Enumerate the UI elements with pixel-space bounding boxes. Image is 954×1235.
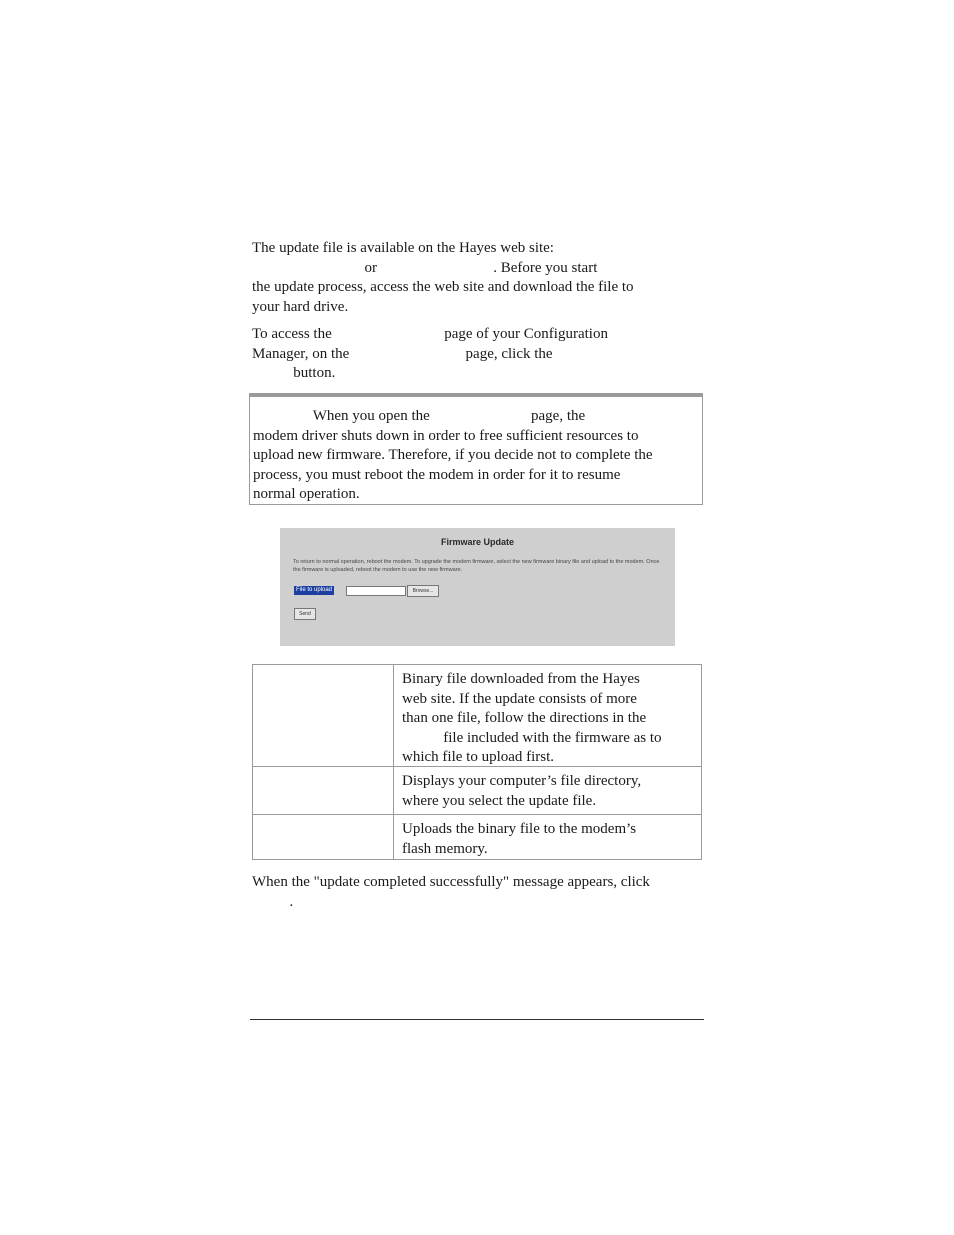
text-line: When the "update completed successfully" message appears, click [252,874,650,890]
field-description-table [252,664,702,860]
table-term-cell [253,815,394,859]
firmware-update-screenshot [280,528,675,646]
text-line: which file to upload first. [402,749,555,765]
text-line: than one file, follow the directions in the [402,710,647,726]
text-line: modem driver shuts down in order to free sufficient resources to [253,427,639,444]
table-description-cell [402,670,698,768]
table-description-cell [402,772,698,811]
text-line: The update file is available on the Hayes web site: [252,240,554,256]
table-row [252,814,702,860]
file-to-upload-label: File to upload [296,587,333,593]
text-line: the update process, access the web site and download the file to [252,279,634,295]
text-line: where you select the update file. [402,792,597,809]
table-term-cell [253,665,394,767]
file-to-upload-input[interactable] [346,586,406,596]
text-line: file included with the firmware as to [402,729,662,746]
text-line: When you open the page, the [253,408,586,424]
browse-button[interactable]: Browse... [407,585,439,597]
note-box [249,393,703,505]
table-row [252,766,702,815]
text-line: Binary file downloaded from the Hayes [402,671,640,687]
text-line: flash memory. [402,840,488,857]
text-line: process, you must reboot the modem in order for it to resume [253,466,621,483]
text-line: normal operation. [253,486,360,502]
table-row [252,664,702,767]
table-term-cell [253,767,394,815]
table-description-cell [402,820,698,859]
text-line: To access the page of your Configuration [252,326,608,342]
footer-rule [250,1019,704,1020]
firmware-update-title: Firmware Update [440,537,515,547]
paragraph-completion [252,873,704,912]
send-button[interactable]: Send [294,608,316,620]
text-line: Uploads the binary file to the modem’s [402,821,637,837]
text-line: . [252,893,294,910]
note-text [253,407,653,505]
firmware-update-description: To return to normal operation, reboot the modem. To upgrade the modem firmware, select the new firmware binary file and upload to the modem. Once the firmware is uploaded, reboot the modem to use the new firmware. [293,559,660,573]
text-line: web site. If the update consists of more [402,690,637,707]
paragraph-update-file [252,239,704,317]
text-line: Manager, on the page, click the [252,345,553,362]
text-line: upload new firmware. Therefore, if you decide not to complete the [253,447,653,463]
text-line: your hard drive. [252,298,349,315]
text-line: Displays your computer’s file directory, [402,773,642,789]
text-line: button. [252,365,336,381]
paragraph-access-instructions [252,325,704,384]
text-line: or . Before you start [252,259,598,276]
